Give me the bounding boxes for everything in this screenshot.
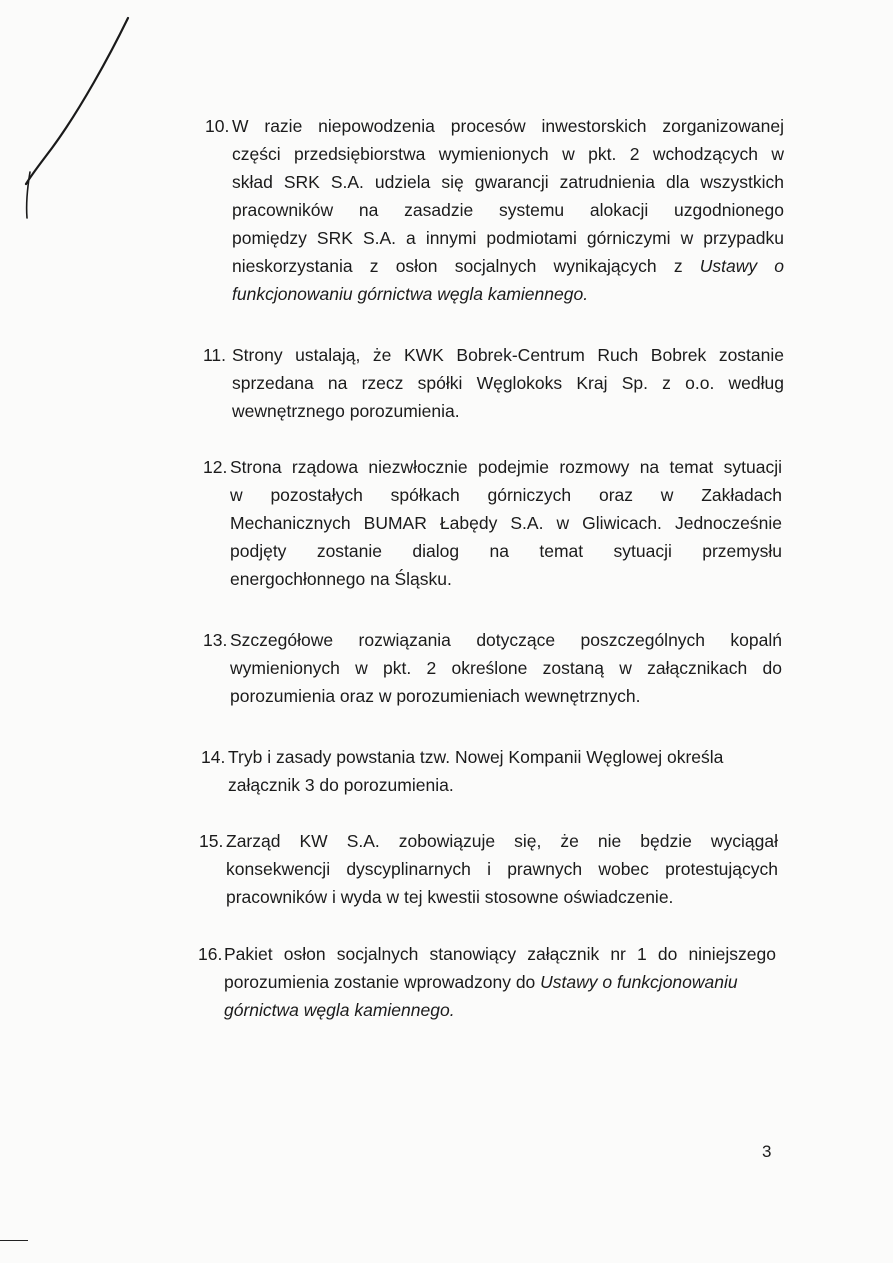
item-number: 14. [201,747,226,767]
text-segment: podjęty zostanie dialog na temat sytuacji przemysłu [230,541,782,561]
text-segment: wymienionych w pkt. 2 określone zostaną w załącznikach do [230,658,782,678]
text-segment: pracowników i wyda w tej kwestii stosowne oświadczenie. [226,887,674,907]
text-segment: pracowników na zasadzie systemu alokacji uzgodnionego [232,200,784,220]
text-line [228,743,780,771]
item-text [224,940,776,1024]
text-line [232,397,784,425]
item-number: 15. [199,831,224,851]
text-segment: porozumienia oraz w porozumieniach wewnętrznych. [230,686,641,706]
item-number: 12. [203,457,228,477]
italic-text: Ustawy o funkcjonowaniu [540,972,738,992]
text-line [230,481,782,509]
text-line [230,537,782,565]
item-text [230,626,782,710]
text-line [232,112,784,140]
italic-text: funkcjonowaniu górnictwa węgla kamiennego. [232,284,589,304]
text-segment: Zarząd KW S.A. zobowiązuje się, że nie będzie wyciągał [226,831,778,851]
text-segment: nieskorzystania z osłon socjalnych wynikających z [232,256,700,276]
text-segment: Strony ustalają, że KWK Bobrek-Centrum Ruch Bobrek zostanie [232,345,784,365]
margin-line [0,1240,28,1241]
text-segment: skład SRK S.A. udziela się gwarancji zatrudnienia dla wszystkich [232,172,784,192]
item-text [232,112,784,308]
text-line [226,827,778,855]
text-segment: konsekwencji dyscyplinarnych i prawnych wobec protestujących [226,859,778,879]
text-line [232,280,784,308]
text-segment: Szczegółowe rozwiązania dotyczące poszczególnych kopalń [230,630,782,650]
text-line [230,565,782,593]
text-line [226,855,778,883]
text-segment: części przedsiębiorstwa wymienionych w pkt. 2 wchodzących w [232,144,784,164]
text-line [232,168,784,196]
text-line [232,252,784,280]
text-segment: sprzedana na rzecz spółki Węglokoks Kraj Sp. z o.o. według [232,373,784,393]
text-line [232,369,784,397]
text-line [224,940,776,968]
text-segment: W razie niepowodzenia procesów inwestorskich zorganizowanej [232,116,784,136]
text-segment: wewnętrznego porozumienia. [232,401,460,421]
text-segment: Mechanicznych BUMAR Łabędy S.A. w Gliwicach. Jednocześnie [230,513,782,533]
text-line [230,654,782,682]
text-segment: załącznik 3 do porozumienia. [228,775,454,795]
text-segment: Pakiet osłon socjalnych stanowiący załącznik nr 1 do niniejszego [224,944,776,964]
text-segment: w pozostałych spółkach górniczych oraz w Zakładach [230,485,782,505]
text-line [226,883,778,911]
handwritten-pen-stroke [0,0,140,230]
item-text [228,743,780,799]
page-number: 3 [762,1142,772,1161]
text-segment: porozumienia zostanie wprowadzony do [224,972,541,992]
item-number: 16. [198,944,223,964]
italic-text: Ustawy o [699,256,785,276]
text-line [232,341,784,369]
text-line [232,224,784,252]
text-line [232,196,784,224]
text-line [228,771,780,799]
text-segment: energochłonnego na Śląsku. [230,569,452,589]
item-number: 13. [203,630,228,650]
italic-text: górnictwa węgla kamiennego. [224,1000,455,1020]
text-segment: Tryb i zasady powstania tzw. Nowej Kompanii Węglowej określa [228,747,724,767]
text-line [224,996,776,1024]
text-line [230,682,782,710]
text-segment: pomiędzy SRK S.A. a innymi podmiotami górniczymi w przypadku [232,228,784,248]
item-number: 10. [205,116,230,136]
text-line [232,140,784,168]
text-line [224,968,776,996]
item-text [226,827,778,911]
text-line [230,626,782,654]
item-text [232,341,784,425]
text-line [230,453,782,481]
text-segment: Strona rządowa niezwłocznie podejmie rozmowy na temat sytuacji [230,457,782,477]
item-number: 11. [203,345,227,365]
text-line [230,509,782,537]
item-text [230,453,782,593]
